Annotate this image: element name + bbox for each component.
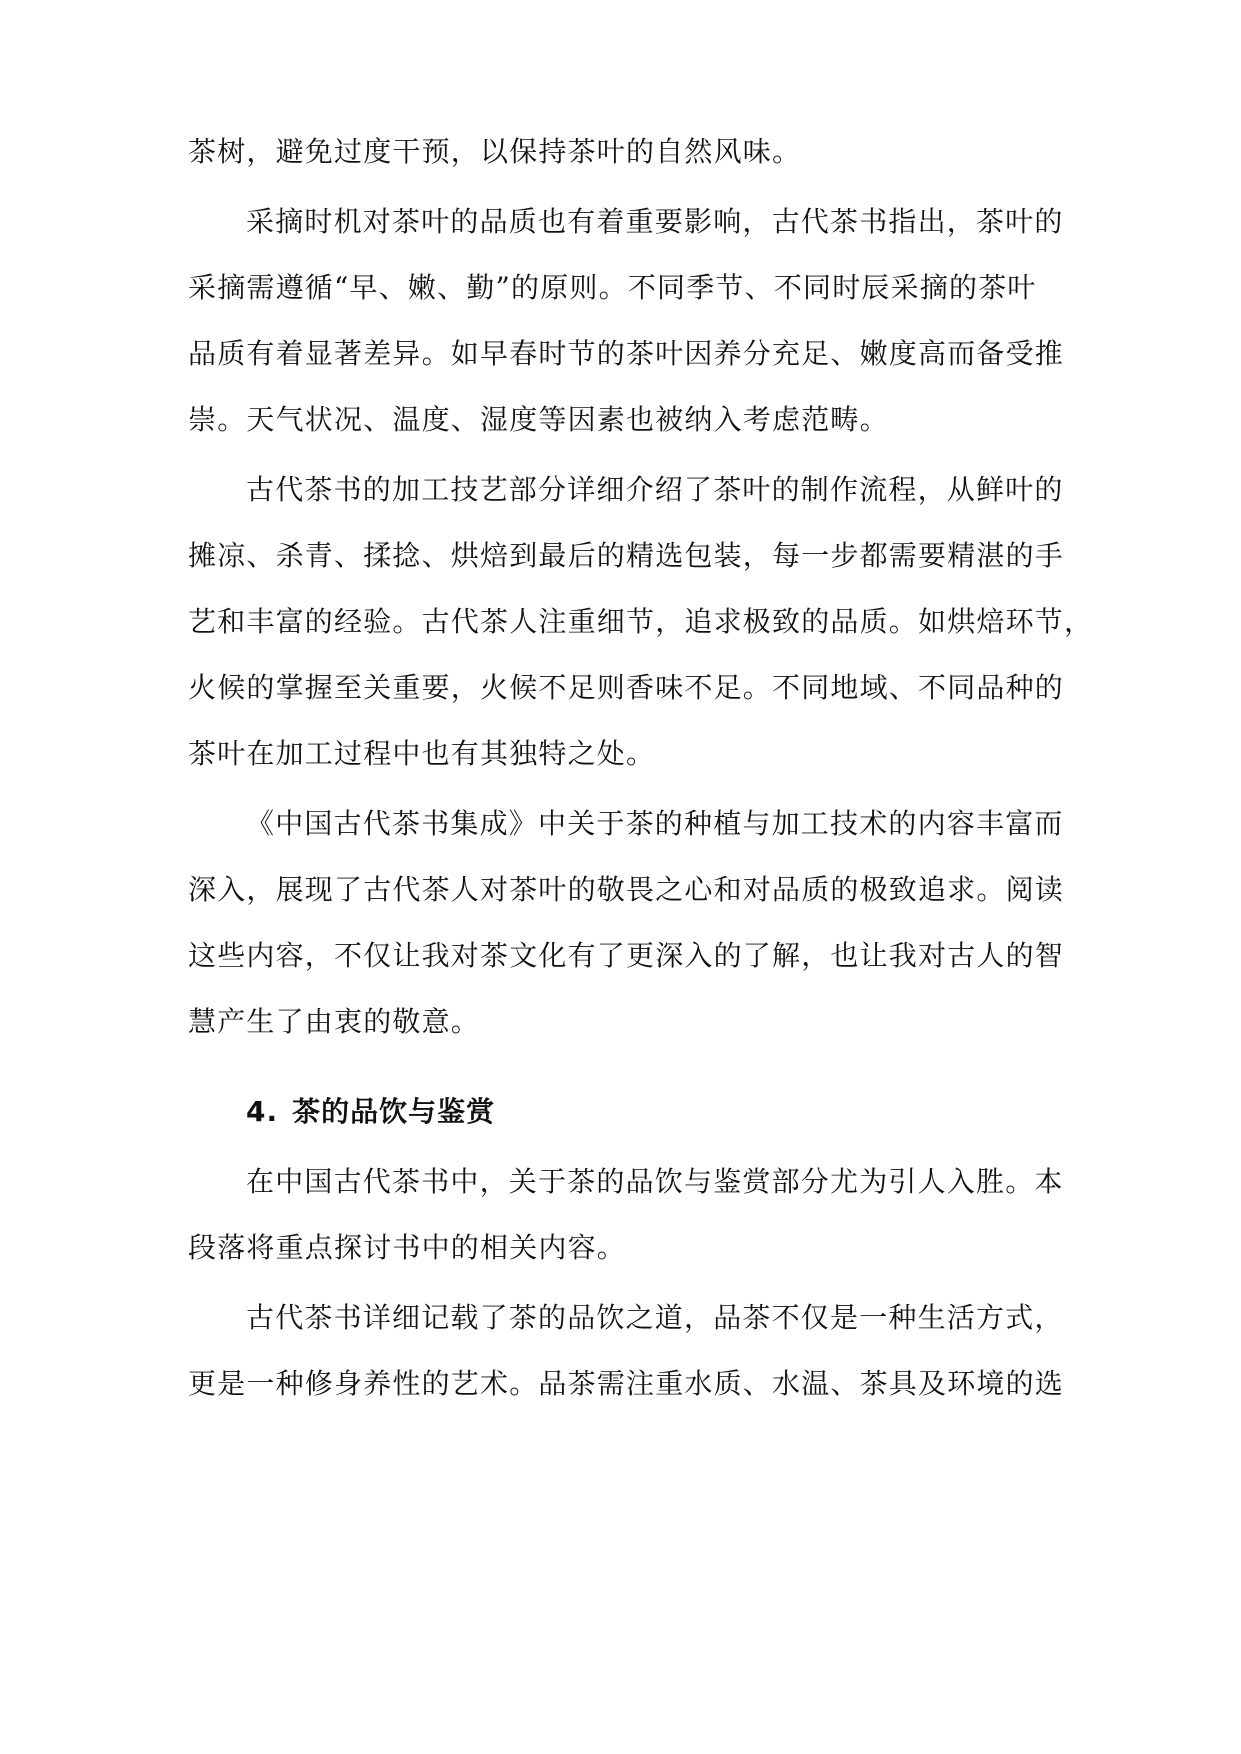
text-line: 火候的掌握至关重要，火候不足则香味不足。不同地域、不同品种的 (188, 671, 1065, 704)
section-number: 4. (246, 1095, 279, 1128)
text-line: 采摘需遵循“早、嫩、勤”的原则。不同季节、不同时辰采摘的茶叶 (188, 271, 1037, 304)
text-line: 深入，展现了古代茶人对茶叶的敬畏之心和对品质的极致追求。阅读 (188, 873, 1065, 906)
text-line: 品质有着显著差异。如早春时节的茶叶因养分充足、嫩度高而备受推 (188, 337, 1065, 370)
paragraph-first-line: 在中国古代茶书中，关于茶的品饮与鉴赏部分尤为引人入胜。本 (246, 1165, 1064, 1198)
text-line: 摊凉、杀青、揉捻、烘焙到最后的精选包装，每一步都需要精湛的手 (188, 539, 1065, 572)
text-line: 崇。天气状况、温度、湿度等因素也被纳入考虑范畴。 (188, 403, 889, 436)
paragraph-first-line: 采摘时机对茶叶的品质也有着重要影响，古代茶书指出，茶叶的 (246, 205, 1064, 238)
text-line: 茶树，避免过度干预，以保持茶叶的自然风味。 (188, 135, 802, 168)
section-heading (246, 1092, 495, 1132)
text-line: 更是一种修身养性的艺术。品茶需注重水质、水温、茶具及环境的选 (188, 1367, 1065, 1400)
text-line: 茶叶在加工过程中也有其独特之处。 (188, 737, 656, 770)
paragraph-first-line: 《中国古代茶书集成》中关于茶的种植与加工技术的内容丰富而 (246, 807, 1064, 840)
paragraph-first-line: 古代茶书的加工技艺部分详细介绍了茶叶的制作流程，从鲜叶的 (246, 473, 1064, 506)
text-line: 慧产生了由衷的敬意。 (188, 1005, 481, 1038)
text-line: 这些内容，不仅让我对茶文化有了更深入的了解，也让我对古人的智 (188, 939, 1065, 972)
paragraph-first-line: 古代茶书详细记载了茶的品饮之道，品茶不仅是一种生活方式， (246, 1301, 1064, 1334)
section-title: 茶的品饮与鉴赏 (292, 1095, 496, 1128)
text-line: 段落将重点探讨书中的相关内容。 (188, 1231, 627, 1264)
text-line: 艺和丰富的经验。古代茶人注重细节，追求极致的品质。如烘焙环节， (188, 605, 1094, 638)
